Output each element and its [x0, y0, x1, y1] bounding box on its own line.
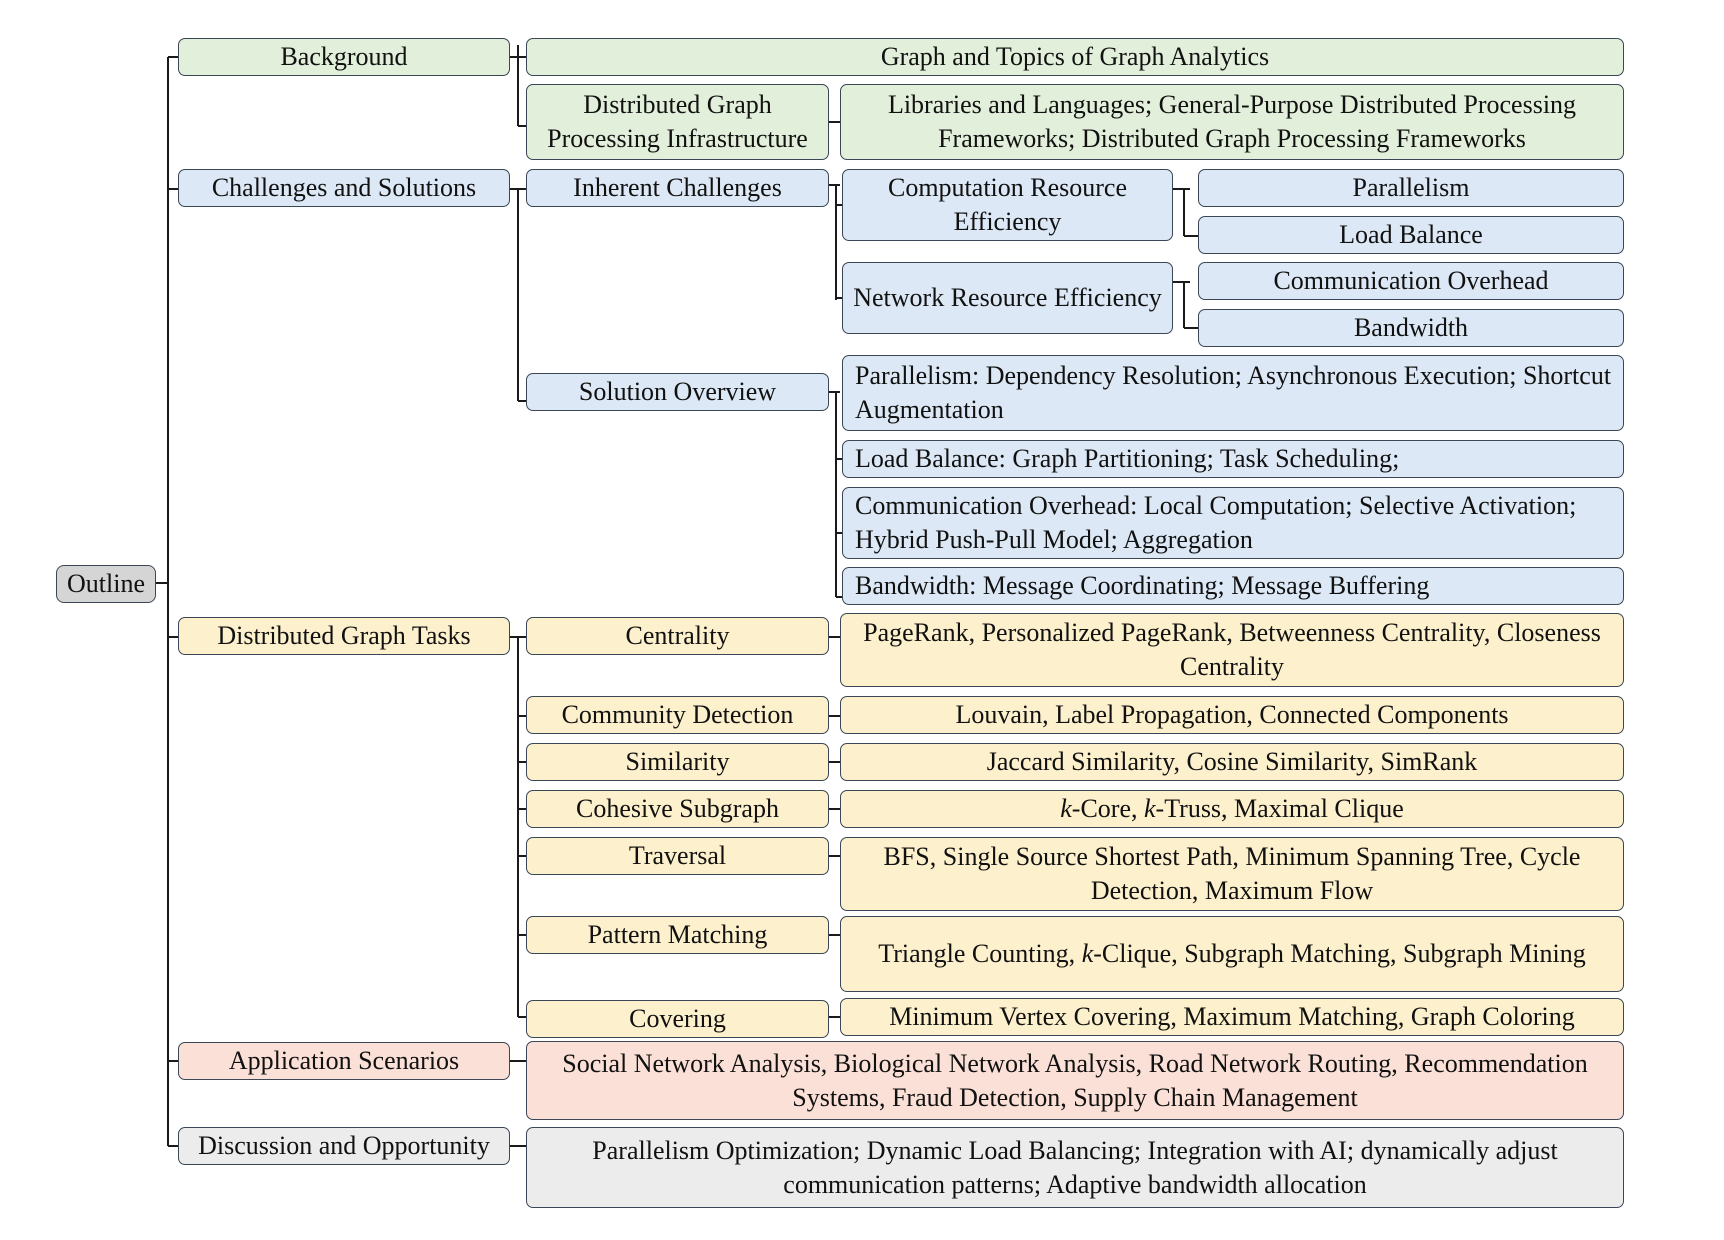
task-centrality-node [526, 617, 829, 655]
graph-topics-node [526, 38, 1624, 76]
parallelism-node [1198, 169, 1624, 207]
task-similarity-detail: Jaccard Similarity, Cosine Similarity, SimRank [986, 747, 1478, 776]
solution-bandwidth-node [842, 567, 1624, 605]
task-community-detail-node [840, 696, 1624, 734]
discussion-detail: Parallelism Optimization; Dynamic Load Balancing; Integration with AI; dynamically adjust communication patterns; Adaptive bandwidth allocation [592, 1135, 1558, 1199]
challenges-node [178, 169, 510, 207]
outline-root [56, 565, 156, 603]
task-covering-label: Covering [629, 1004, 726, 1033]
task-cohesive-node [526, 790, 829, 828]
network-efficiency-label: Network Resource Efficiency [853, 283, 1162, 312]
task-pattern-label: Pattern Matching [587, 920, 768, 949]
tasks-label: Distributed Graph Tasks [217, 621, 471, 650]
task-community-label: Community Detection [561, 700, 794, 729]
solution-parallelism-node [842, 355, 1624, 431]
bandwidth-label: Bandwidth [1353, 313, 1469, 342]
task-traversal-detail: BFS, Single Source Shortest Path, Minimum Spanning Tree, Cycle Detection, Maximum Flow [883, 842, 1581, 905]
task-similarity-label: Similarity [625, 747, 730, 776]
task-pattern-detail-node [840, 916, 1624, 992]
discussion-detail-node [526, 1127, 1624, 1208]
task-community-detail: Louvain, Label Propagation, Connected Components [955, 700, 1509, 729]
task-cohesive-detail: k-Core, k-Truss, Maximal Clique [1060, 794, 1404, 823]
network-efficiency-node [842, 262, 1173, 334]
applications-label: Application Scenarios [228, 1046, 460, 1075]
outline-root-label: Outline [67, 569, 145, 598]
discussion-label: Discussion and Opportunity [198, 1131, 490, 1160]
computation-efficiency-node [842, 169, 1173, 241]
challenges-label: Challenges and Solutions [211, 173, 477, 202]
tasks-node [178, 617, 510, 655]
task-pattern-node [526, 916, 829, 954]
computation-efficiency-label: Computation Resource Efficiency [887, 173, 1127, 236]
infrastructure-node [526, 84, 829, 160]
task-centrality-label: Centrality [625, 621, 730, 650]
task-covering-detail: Minimum Vertex Covering, Maximum Matching, Graph Coloring [889, 1002, 1575, 1031]
applications-node [178, 1042, 510, 1080]
task-cohesive-detail-node [840, 790, 1624, 828]
solution-overview-label: Solution Overview [578, 377, 777, 406]
task-covering-detail-node [840, 998, 1624, 1036]
infrastructure-detail: Libraries and Languages; General-Purpose Distributed Processing Frameworks; Distributed Graph Processing Frameworks [887, 90, 1577, 153]
task-cohesive-label: Cohesive Subgraph [576, 794, 779, 823]
infrastructure-detail-node [840, 84, 1624, 160]
task-similarity-detail-node [840, 743, 1624, 781]
discussion-node [178, 1127, 510, 1165]
task-community-node [526, 696, 829, 734]
communication-overhead-node [1198, 262, 1624, 300]
task-traversal-node [526, 837, 829, 875]
solution-overview-node [526, 373, 829, 411]
task-traversal-detail-node [840, 837, 1624, 911]
applications-detail: Social Network Analysis, Biological Network Analysis, Road Network Routing, Recommendation Systems, Fraud Detection, Supply Chain Management [562, 1048, 1588, 1112]
graph-topics-label: Graph and Topics of Graph Analytics [880, 42, 1270, 71]
solution-communication: Communication Overhead: Local Computation; Selective Activation; Hybrid Push-Pull Model; Aggregation [855, 491, 1577, 554]
infrastructure-label: Distributed Graph Processing Infrastructure [547, 90, 808, 153]
load-balance-node [1198, 216, 1624, 254]
load-balance-label: Load Balance [1339, 220, 1483, 249]
inherent-challenges-label: Inherent Challenges [573, 173, 782, 202]
parallelism-label: Parallelism [1352, 173, 1470, 202]
applications-detail-node [526, 1041, 1624, 1120]
solution-load-balance-node [842, 440, 1624, 478]
communication-overhead-label: Communication Overhead [1273, 266, 1549, 295]
solution-parallelism: Parallelism: Dependency Resolution; Asynchronous Execution; Shortcut Augmentation [855, 361, 1612, 424]
task-covering-node [526, 1000, 829, 1038]
task-centrality-detail-node [840, 613, 1624, 687]
solution-load-balance: Load Balance: Graph Partitioning; Task Scheduling; [855, 444, 1400, 473]
solution-bandwidth: Bandwidth: Message Coordinating; Message Buffering [855, 571, 1430, 600]
task-similarity-node [526, 743, 829, 781]
solution-communication-node [842, 487, 1624, 559]
task-traversal-label: Traversal [628, 841, 727, 870]
bandwidth-node [1198, 309, 1624, 347]
task-pattern-detail: Triangle Counting, k-Clique, Subgraph Matching, Subgraph Mining [878, 939, 1586, 968]
background-label: Background [280, 42, 408, 71]
inherent-challenges-node [526, 169, 829, 207]
background-node [178, 38, 510, 76]
task-centrality-detail: PageRank, Personalized PageRank, Betweenness Centrality, Closeness Centrality [863, 618, 1601, 681]
